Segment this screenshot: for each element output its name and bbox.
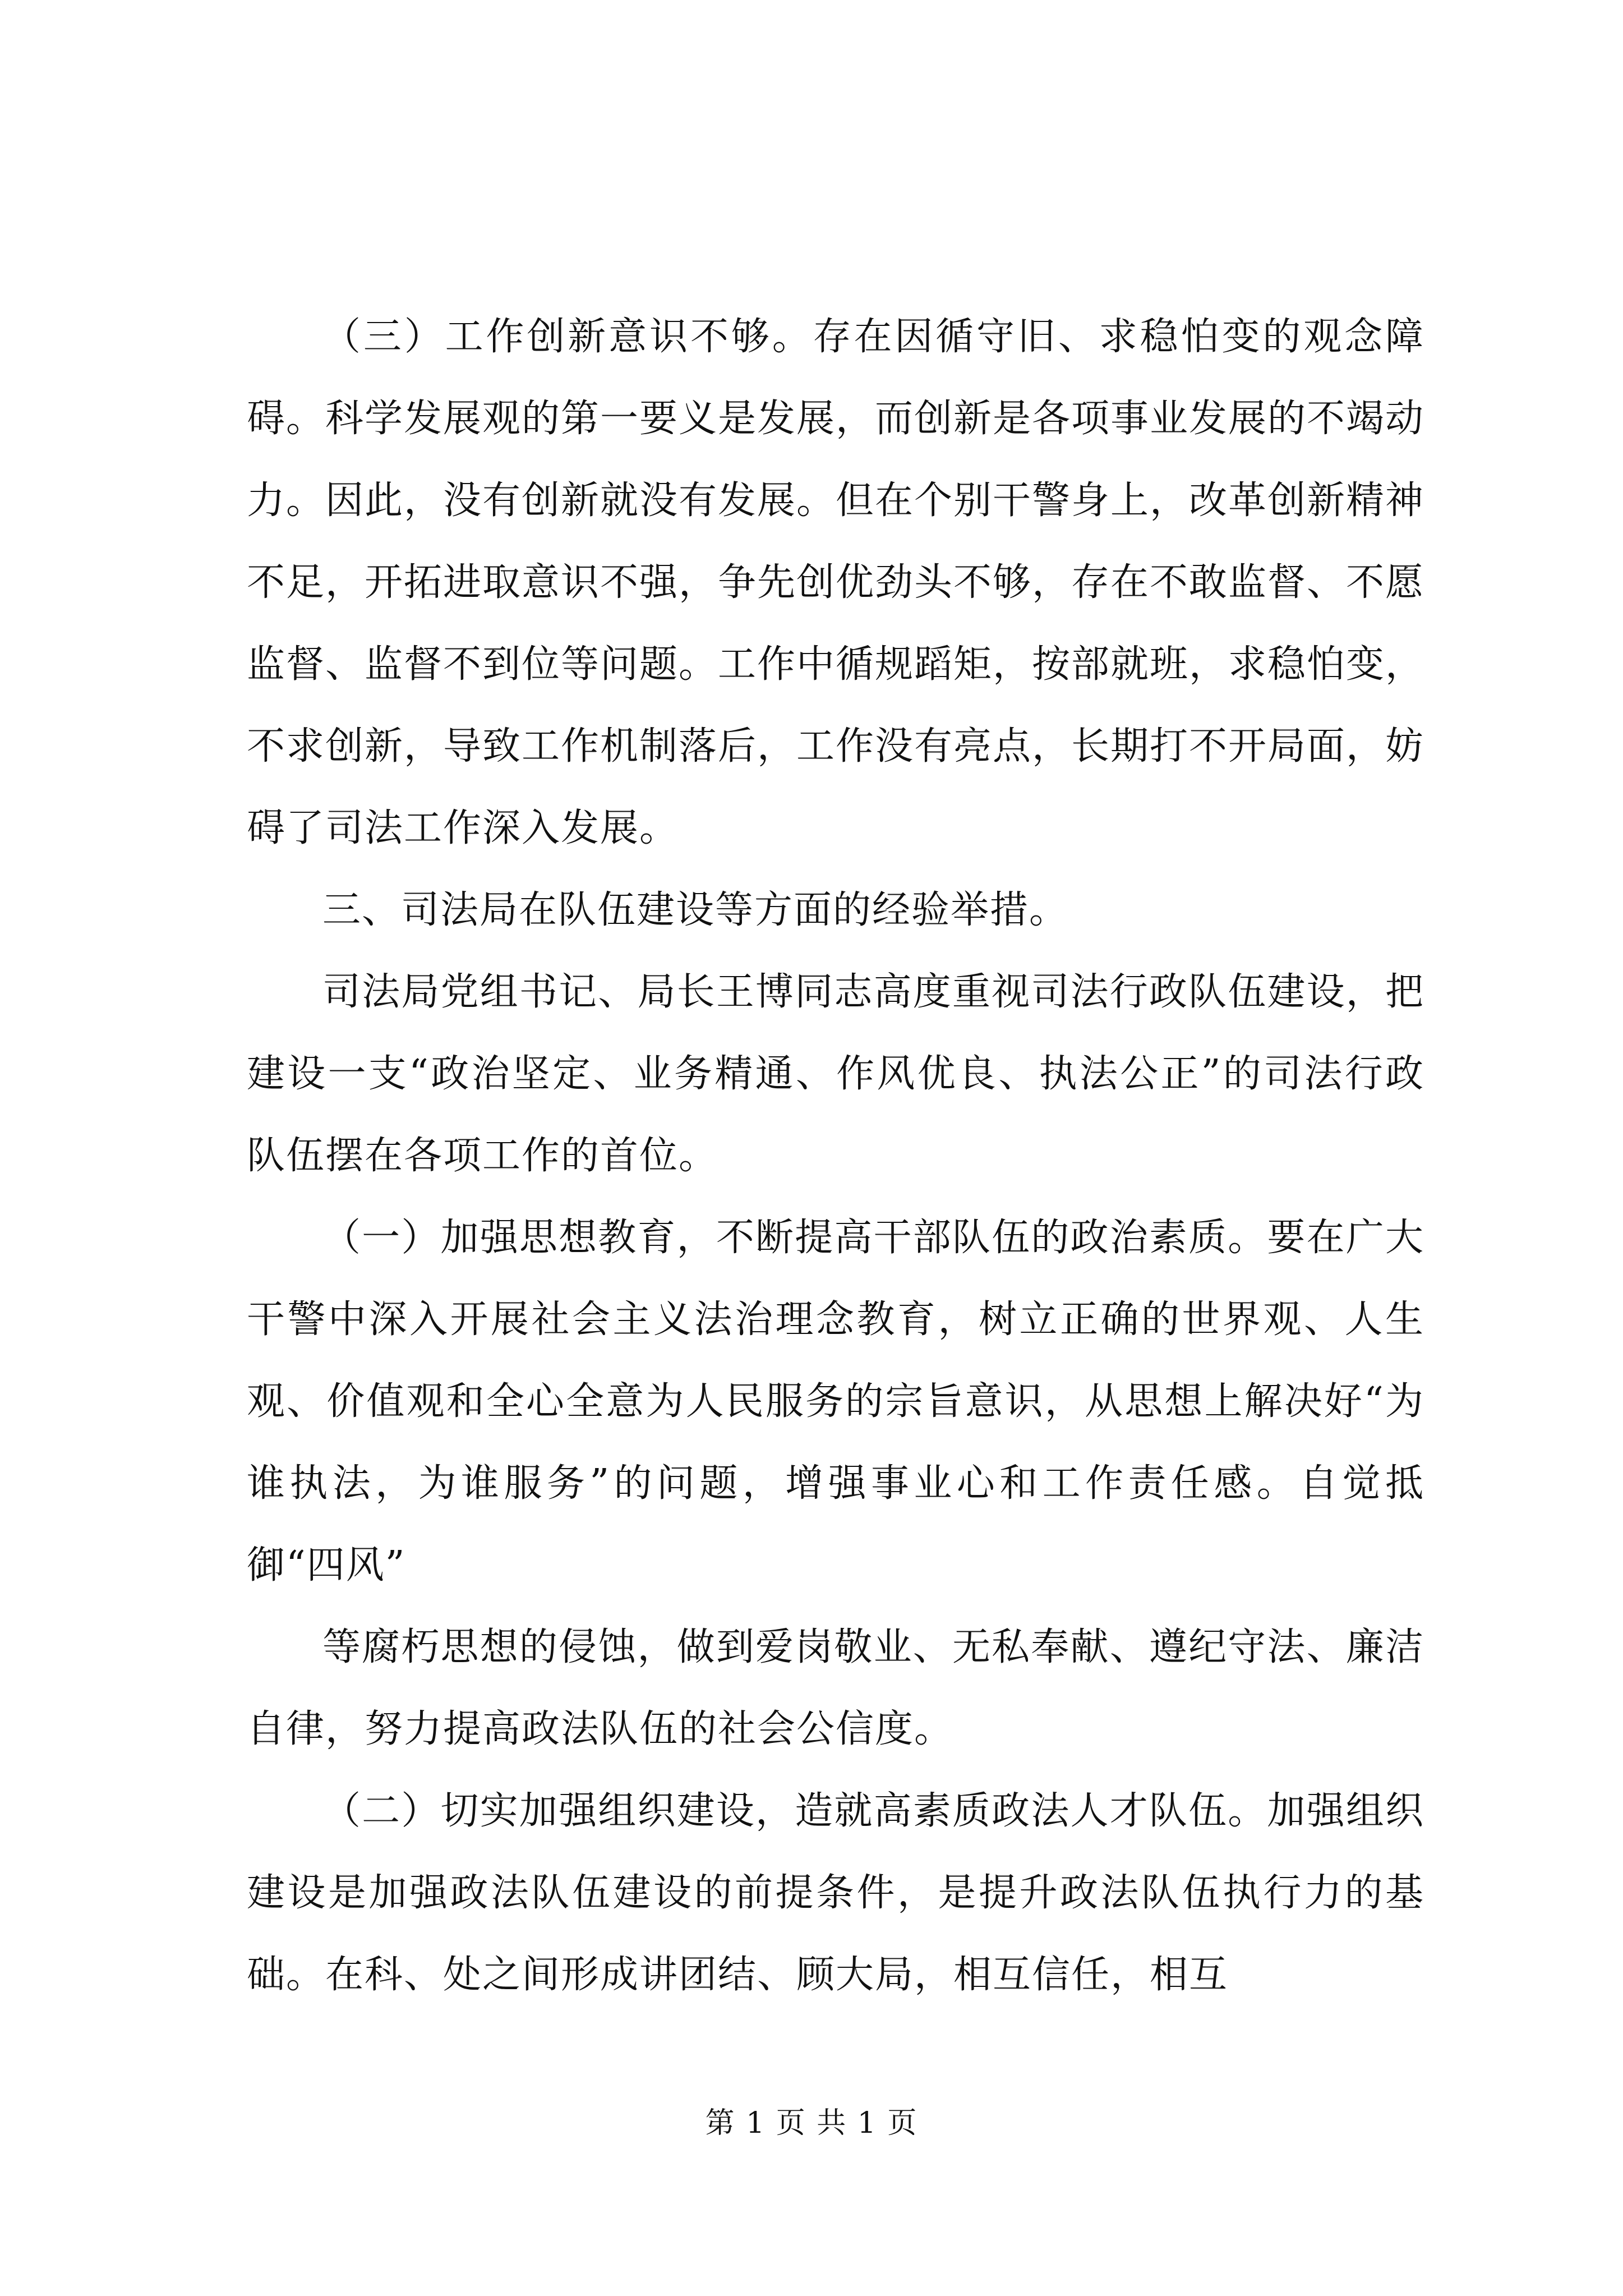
paragraph-resist-corruption: 等腐朽思想的侵蚀，做到爱岗敬业、无私奉献、遵纪守法、廉洁自律，努力提高政法队伍的社会公信度。 <box>247 1625 1424 1751</box>
page-number-footer: 第 1 页 共 1 页 <box>705 2106 918 2140</box>
section-heading-experience-measures: 三、司法局在队伍建设等方面的经验举措。 <box>322 888 1069 932</box>
paragraph-ideological-education: （一）加强思想教育，不断提高干部队伍的政治素质。要在广大干警中深入开展社会主义法治理念教育，树立正确的世界观、人生观、价值观和全心全意为人民服务的宗旨意识，从思想上解决好“为谁执法，为谁服务”的问题，增强事业心和工作责任感。自觉抵御“四风” <box>247 1216 1424 1588</box>
document-body <box>247 296 1424 2016</box>
paragraph-organization-building: （二）切实加强组织建设，造就高素质政法人才队伍。加强组织建设是加强政法队伍建设的前提条件，是提升政法队伍执行力的基础。在科、处之间形成讲团结、顾大局，相互信任，相互 <box>247 1789 1424 1997</box>
paragraph-innovation-awareness: （三）工作创新意识不够。存在因循守旧、求稳怕变的观念障碍。科学发展观的第一要义是发展，而创新是各项事业发展的不竭动力。因此，没有创新就没有发展。但在个别干警身上，改革创新精神不足，开拓进取意识不强，争先创优劲头不够，存在不敢监督、不愿监督、监督不到位等问题。工作中循规蹈矩，按部就班，求稳怕变，不求创新，导致工作机制落后，工作没有亮点，长期打不开局面，妨碍了司法工作深入发展。 <box>247 315 1425 850</box>
paragraph-team-building-priority: 司法局党组书记、局长王博同志高度重视司法行政队伍建设，把建设一支“政治坚定、业务精通、作风优良、执法公正”的司法行政队伍摆在各项工作的首位。 <box>247 970 1424 1178</box>
